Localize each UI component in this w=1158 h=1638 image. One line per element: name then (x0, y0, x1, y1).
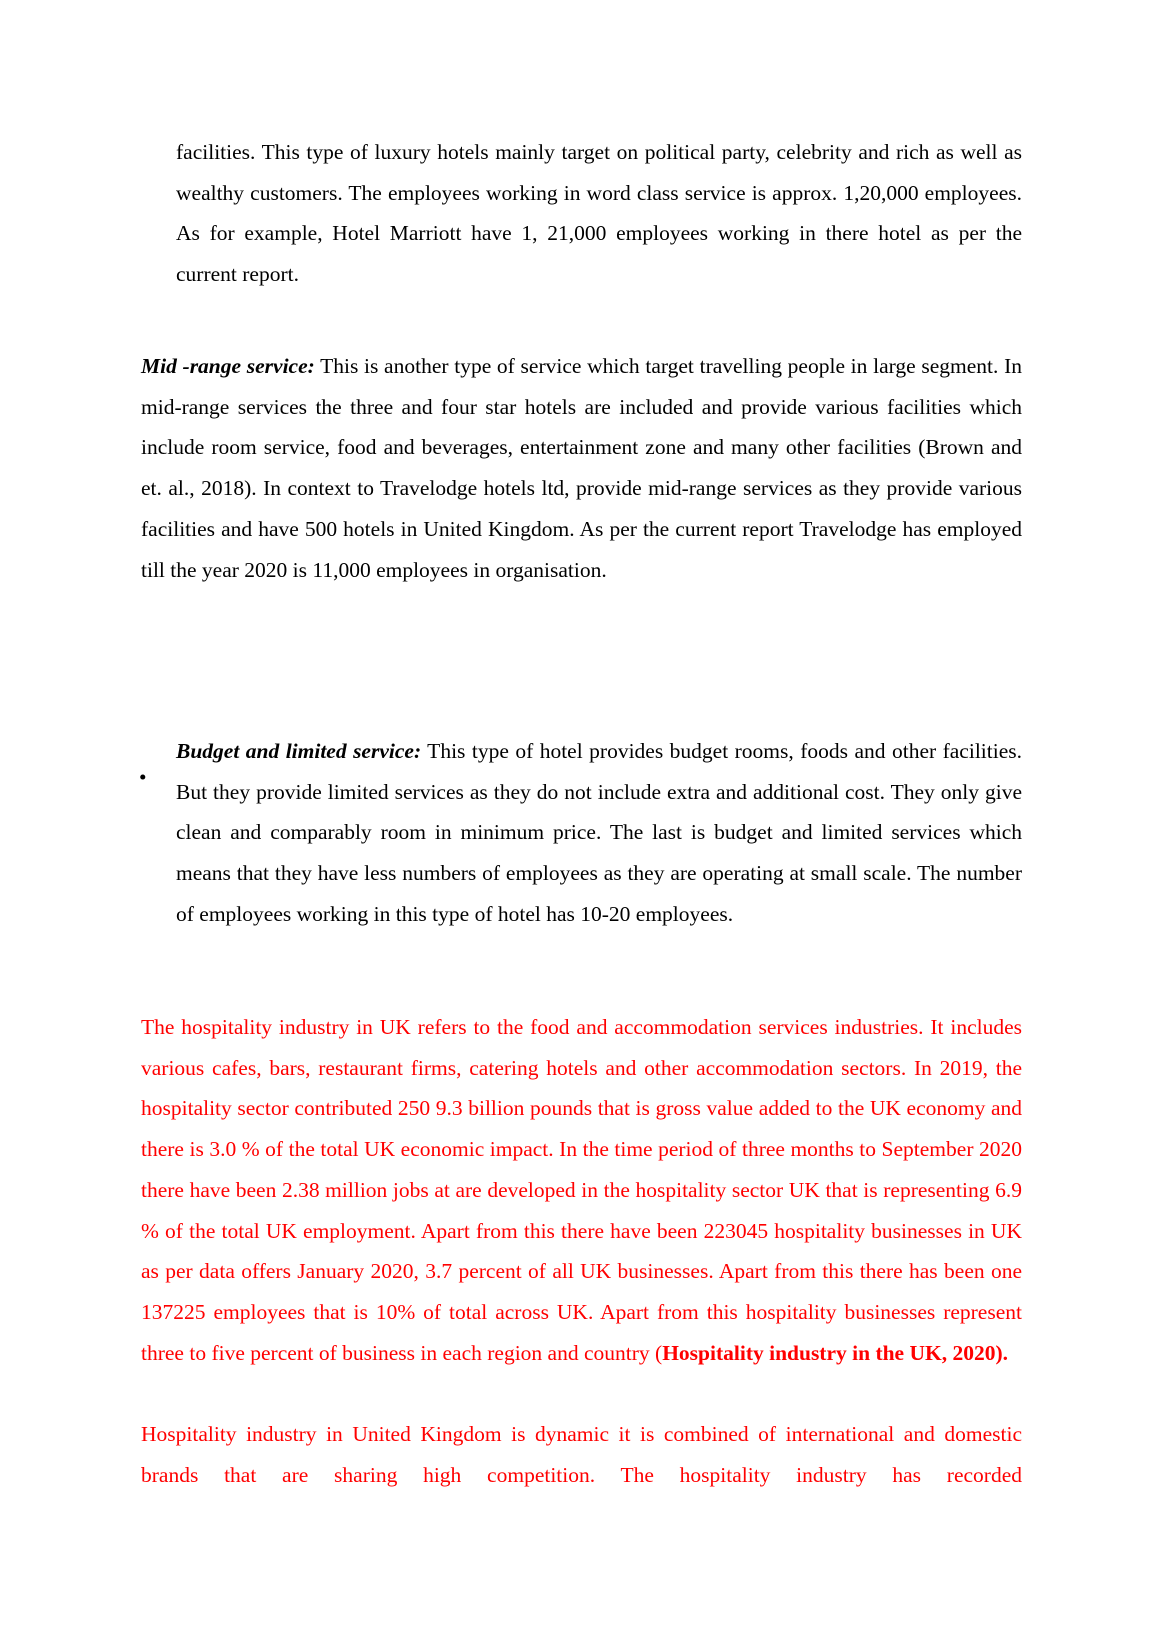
uk-hospitality-citation: Hospitality industry in the UK, 2020). (662, 1340, 1009, 1365)
luxury-service-paragraph (176, 132, 1022, 295)
uk-hospitality-industry-text: The hospitality industry in UK refers to the food and accommodation services industries. It includes various cafes, bars, restaurant firms, catering hotels and other accommodation sectors. In 2019, the hospitality sector contributed 250 9.3 billion pounds that is gross value added to the UK economy and there is 3.0 % of the total UK economic impact. In the time period of three months to September 2020 there have been 2.38 million jobs at are developed in the hospitality sector UK that is representing 6.9 % of the total UK employment. Apart from this there have been 223045 hospitality businesses in UK as per data offers January 2020, 3.7 percent of all UK businesses. Apart from this there has been one 137225 employees that is 10% of total across UK. Apart from this hospitality businesses represent three to five percent of business in each region and country ( (141, 1015, 1022, 1365)
budget-service-text: This type of hotel provides budget rooms, foods and other facilities. But they provide limited services as they do not include extra and additional cost. They only give clean and comparably room in minimum price. The last is budget and limited services which means that they have less numbers of employees as they are operating at small scale. The number of employees working in this type of hotel has 10-20 employees. (176, 739, 1023, 926)
bullet-icon: • (139, 765, 147, 789)
mid-range-service-paragraph (141, 346, 1022, 590)
budget-service-paragraph (176, 731, 1022, 935)
competition-text: Hospitality industry in United Kingdom is dynamic it is combined of international and domestic brands that are sharing high competition. The hospitality industry has recorded (141, 1422, 1022, 1487)
mid-range-service-text: This is another type of service which target travelling people in large segment. In mid-range services the three and four star hotels are included and provide various facilities which include room service, food and beverages, entertainment zone and many other facilities (Brown and et. al., 2018). In context to Travelodge hotels ltd, provide mid-range services as they provide various facilities and have 500 hotels in United Kingdom. As per the current report Travelodge has employed till the year 2020 is 11,000 employees in organisation. (141, 354, 1022, 582)
uk-hospitality-industry-paragraph (141, 1007, 1022, 1373)
budget-service-heading: Budget and limited service: (176, 739, 422, 763)
luxury-service-text: facilities. This type of luxury hotels mainly target on political party, celebrity and rich as well as wealthy customers. The employees working in word class service is approx. 1,20,000 employees. As for example, Hotel Marriott have 1, 21,000 employees working in there hotel as per the current report. (176, 140, 1022, 287)
competition-paragraph (141, 1414, 1022, 1495)
mid-range-service-heading: Mid -range service: (141, 354, 315, 378)
